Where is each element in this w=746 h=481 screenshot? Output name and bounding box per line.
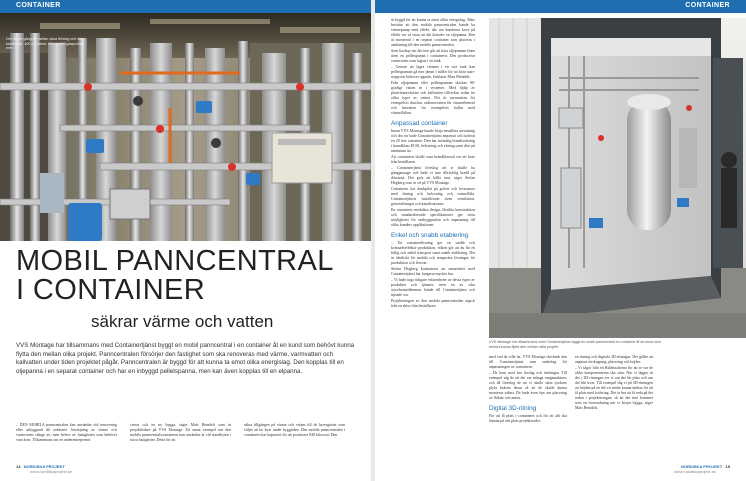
right-footer	[674, 464, 730, 474]
article-subtitle: säkrar värme och vatten	[91, 312, 274, 331]
left-column-1: – DEN MOBILA panncentralen kan användas vid renovering eller utbyggnad då ordinarie försörjning av värme och varmvatten stängs av, men behov av fastigheten som behöver vara kvar. Tillsammans om en underentreprenör	[16, 423, 117, 442]
paragraph: – En containerlösning ger en snabb och kostnadseffektiv produktion, vilken gör att du får en billig och enkel transport samt snabb etablering. Det är idealiskt för mobila och temporära lösningar för produktion och försvar.	[391, 241, 475, 265]
paragraph: Från oljepannan eller pelletspannan skickas 80-gradigt vatten in i systemet. Med hjälp av plattvärmeväxlare och kallvatten tillverkas sedan tre olika typer av vatten. Det är varmvatten för exempelvis duschar, radiatorvatten för värmeelement och hetvatten för exempelvis hallar med värmefläktar.	[391, 81, 475, 115]
left-page	[0, 0, 371, 481]
right-page-number: 15	[725, 464, 730, 469]
paragraph: – Vi hade inga tidigare erfarenheter av dessa typer av produkter och tjänster, men en av våra styrelsemedlemmar kände till Containertjänst och tipsade oss.	[391, 278, 475, 297]
left-footer-url: www.nordiskaprojekt.se	[30, 469, 73, 474]
paragraph: – De kom med bra förslag och ändringar. Till exempel såg de att det var många rungmaskiner, och då föreslog de att vi skulle sätta tjockare plyfa bakom dessa så att de skulle kunna monteras säkert. De hade även tips om placering av fläktar och annat.	[489, 371, 567, 400]
left-page-number: 14	[16, 464, 21, 469]
paragraph: Att containern skulle vara brandklassad var ett krav från beställaren.	[391, 155, 475, 164]
boiler-room-photo	[0, 13, 371, 241]
left-section-label: CONTAINER	[16, 2, 61, 9]
left-footer	[16, 464, 72, 474]
paragraph: Projekteringen av den mobila panncentralen utgick från en skiss från beställaren	[391, 299, 475, 308]
container-photo	[489, 18, 746, 338]
paragraph: med vad de ville ha. VVS Montage skickade den till Containertjänst som underlag för anpassningen av containern.	[489, 355, 567, 369]
right-footer-url: www.nordiskaprojekt.se	[673, 469, 716, 474]
subheading-etablering: Enkel och snabb etablering	[391, 232, 469, 239]
left-column-2: ciesas och en ny bygga, säger Mats Beindelt som är projektledare på VVS Montage. Ett annat exempel när den mobila panncentralscontainern kan användas är vid standbyten i stora fastigheter. Detta för att	[130, 423, 231, 442]
right-footer-brand: NORDISKA PROJEKT	[681, 464, 723, 469]
right-column-3	[575, 355, 653, 412]
paragraph: – Containertjänst föreslog att vi skulle ha gångpassage och hade vi inte tillräcklig bredd på dörrarna. Det gick att hålla rent, säger Stefan Högberg som är vd på VVS Montage.	[391, 166, 475, 185]
article-lead: VVS Montage har tillsammans med Containertjänst byggt en mobil panncentral i en container åt en kund som behövt kunna flytta den mellan olika projekt. Panncentralen försörjer den fastighet som ska renoveras med värme, varmvatten och kallvatten under tiden projektet pågår. Panncentralen är byggd för att kunna ta emot olika energislag. Den kopplas till en oljepanna i en separat container och har en inbyggd pelletspanna, men kan även kopplas till en elpanna.	[16, 342, 355, 375]
title-line-1: MOBIL PANNCENTRAL	[16, 245, 334, 277]
paragraph: en ritning och digitala 3D-ritningar. Det gäller att anpassa rördragning, placering och höjder.	[575, 355, 653, 364]
article-title	[16, 247, 356, 305]
paragraph: är byggd för att kunna ta emot olika energislag. Mats berättar att den mobila panncentralen kunde ha värmepump med effekt, där om kunderna kove på effekt var så stora att det krävdes en oljepanna. Den är monterad i en separat container som placeras i anslutning till den mobila panncentralen.	[391, 18, 475, 47]
paragraph: Stefan Högberg konstaterar att samarbetet med Containertjänst har fungerat mycket bra.	[391, 267, 475, 276]
paragraph: – Genom att lagra värmen i en stor tank kan pelletspannan gå mer jämnt i stället för att köra start-stopp när behovet uppstår, förklarar Mats Beindelt.	[391, 65, 475, 79]
paragraph: – Vi sågör från ett Bildesscherna för att se var de olika komponenterna ska sitta. När vi lägger in det i 3D-ritningen ser vi om det får plats och om det blir kvar. Till exempel såg vi på 3D-ritningen att höjden på en del vir mötte kunna ändras för att få plats med isolering. Det är bra att få reda på det redan i projekteringen, så att det inte kommer som en överraskning när vi börjar bygga, säger Mats Beindelt.	[575, 366, 653, 410]
left-photo-caption: Det var en gång ett mellan stora företag och ett klartecken, 400 x 4 paket, 500 till 500 gaspunkter mer.	[6, 37, 85, 51]
left-column-3: säkra tillgången på värme och vatten till de hyresgäster som väljer att bo kvar under byggtiden. Den mobila panncentralen i containern har kapacitet för att producera 840 kilowatt. Den	[244, 423, 345, 437]
right-section-label: CONTAINER	[685, 2, 730, 9]
paragraph: Containern har dunkpilat på golvet och leveranser med eluttag och belysning och varmefläkt. Containertjänsts installerade även ventilation, genomföringar och kanalisationer.	[391, 187, 475, 206]
paragraph: En containers modulära design, flexibla konstruktion och standardiserade specifikationer ger stora möjligheter för ombyggnation och anpassning till olika kunders applikationer.	[391, 208, 475, 227]
right-column-2	[489, 355, 567, 425]
right-photo-caption: VVS Montage har tillsammans med Containertjänst byggt en mobil panncentral en container åt en kund som behövt kunna flytta den mellan olika projekt.	[489, 340, 661, 349]
right-page	[375, 0, 746, 481]
subheading-anpassad: Anpassad container	[391, 120, 448, 127]
paragraph: För att få plats i containern och för att allt ska hamna på rätt plats projekterades	[489, 414, 567, 423]
paragraph: Innan VVS Montage kunde börja installera utrustning och dra rör hade Containertjänst anpassat och isolerat en 20 fots container. Den har invändig brandisolering i brandklass EI 60, belysning och eluttag samt dörr på minimum tio.	[391, 129, 475, 153]
paragraph: Som backup om det inte går att köra oljepannan finns även en pelletspanna i containern. Den producerar varmvatten som lagras i en tank.	[391, 49, 475, 63]
left-footer-brand: NORDISKA PROJEKT	[23, 464, 65, 469]
right-header-bar	[375, 0, 746, 13]
left-header-bar	[0, 0, 371, 13]
right-column-1	[391, 18, 475, 471]
subheading-3d: Digital 3D-ritning	[489, 405, 537, 412]
title-line-2: I CONTAINER	[16, 274, 206, 306]
